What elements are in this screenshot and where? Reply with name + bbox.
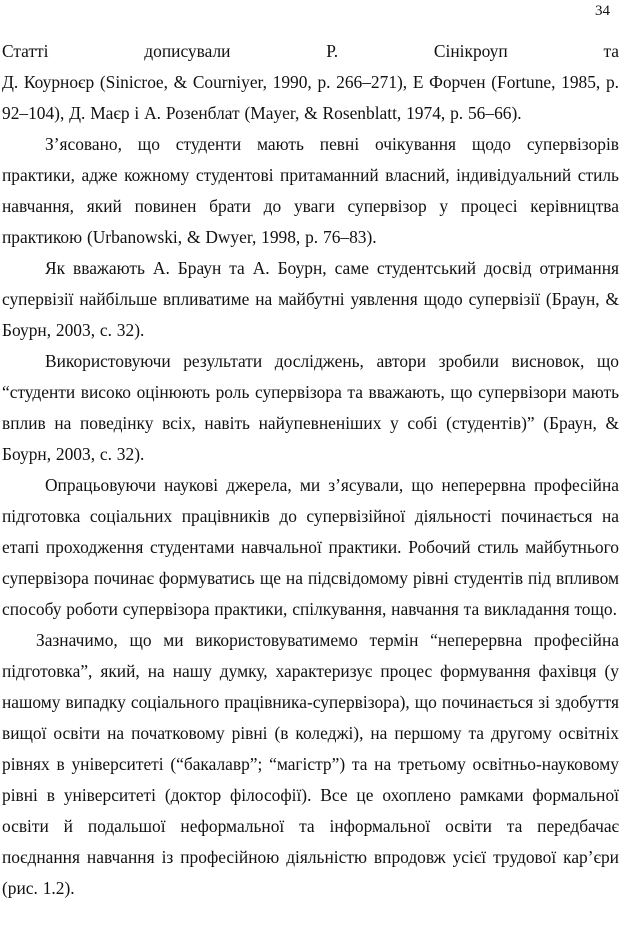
word: Сінікроуп (433, 41, 508, 61)
paragraph-2: З’ясовано, що студенти мають певні очікування щодо супервізорів практики, адже кожному студентові притаманний власний, індивідуальний стиль навчання, який повинен брати до уваги супервізор у процесі керівництва практикою (Urbanowski, & Dwyer, 1998, p. 76–83). (2, 134, 619, 247)
word: дописували (144, 41, 231, 61)
paragraph-1 (2, 36, 619, 129)
paragraph-1-rest: Д. Коурноєр (Sinicroe, & Courniyer, 1990, p. 266–271), Е Форчен (Fortune, 1985, p. 92–104), Д. Маєр і А. Розенблат (Mayer, & Rosenblatt, 1974, p. 56–66). (2, 72, 619, 123)
page-number: 34 (595, 3, 610, 19)
word: та (603, 41, 619, 61)
document-body (2, 36, 619, 904)
paragraph-1-first-line (2, 36, 619, 67)
paragraph-5: Опрацьовуючи наукові джерела, ми з’ясували, що неперервна професійна підготовка соціальних працівників до супервізійної діяльності починається на етапі проходження студентами навчальної практики. Робочий стиль майбутнього супервізора починає формуватись ще на підсвідомому рівні студентів під впливом способу роботи супервізора практики, спілкування, навчання та викладання тощо. (2, 475, 619, 619)
word: Статті (2, 41, 49, 61)
paragraph-6: Зазначимо, що ми використовуватимемо термін “неперервна професійна підготовка”, який, на нашу думку, характеризує процес формування фахівця (у нашому випадку соціального працівника-супервізора), що починається зі здобуття вищої освіти на початковому рівні (в коледжі), на першому та другому освітніх рівнях в університеті (“бакалавр”; “магістр”) та на третьому освітньо-науковому рівні в університеті (доктор філософії). Все це охоплено рамками формальної освіти й подальшої неформальної та інформальної освіти та передбачає поєднання навчання із професійною діяльністю впродовж усієї трудової кар’єри (рис. 1.2). (2, 630, 619, 898)
paragraph-4: Використовуючи результати досліджень, автори зробили висновок, що “студенти високо оцінюють роль супервізора та вважають, що супервізори мають вплив на поведінку всіх, навіть найупевненіших у собі (студентів)” (Браун, & Боурн, 2003, с. 32). (2, 351, 619, 464)
paragraph-3: Як вважають А. Браун та А. Боурн, саме студентський досвід отримання супервізії найбільше впливатиме на майбутні уявлення щодо супервізії (Браун, & Боурн, 2003, с. 32). (2, 258, 619, 340)
word: Р. (326, 41, 339, 61)
